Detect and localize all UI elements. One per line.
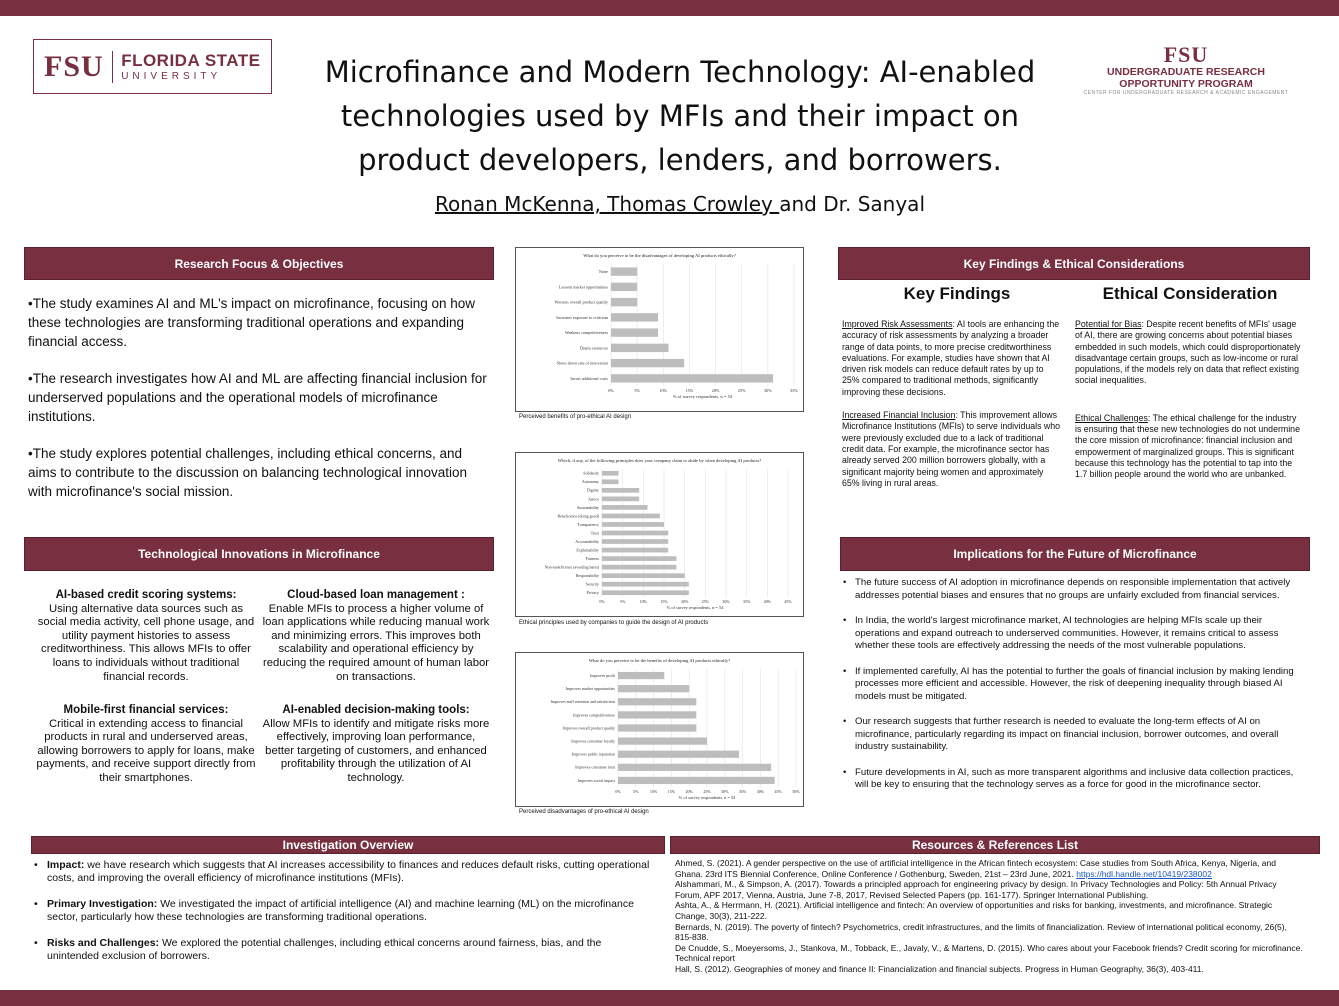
x-tick-label: 5% — [634, 388, 640, 393]
bar — [602, 531, 668, 536]
implications-heading: Implications for the Future of Microfinance — [840, 537, 1310, 571]
category-label: Trust — [590, 530, 599, 536]
top-banner — [0, 0, 1339, 16]
implications-list — [841, 577, 1307, 805]
x-tick-label: 35% — [738, 789, 747, 794]
finding-label: Improved Risk Assessments — [842, 319, 953, 329]
research-body — [28, 294, 494, 519]
category-label: Drains resources — [579, 345, 608, 351]
bar — [602, 556, 676, 561]
x-tick-label: 10% — [639, 599, 648, 604]
urop-logo-mark: FSU — [1163, 42, 1209, 67]
investigation-item — [30, 859, 650, 885]
chart-disadvantages — [515, 247, 804, 412]
category-label: Worsens overall product quality — [554, 299, 608, 305]
x-axis-label: % of survey respondents, n = 54 — [678, 795, 736, 800]
fsu-logo-mark: FSU — [44, 49, 104, 83]
innovation-text: Critical in extending access to financial products in rural and underserved areas, allowing borrowers to apply for loans, make payments, and receive support directly from their smartphones. — [36, 717, 256, 784]
reference-item — [675, 858, 1305, 879]
x-tick-label: 35% — [742, 599, 751, 604]
ethical-label: Ethical Challenges — [1075, 412, 1148, 423]
chart-caption: Perceived disadvantages of pro-ethical AI design — [519, 809, 649, 815]
research-paragraph: •The study examines AI and ML's impact on microfinance, focusing on how these technologies are transforming traditional operations and expanding financial access. — [28, 296, 476, 349]
bar — [602, 479, 619, 484]
bar — [611, 374, 773, 382]
chart-svg — [516, 453, 803, 616]
category-label: Dignity — [586, 487, 599, 493]
x-tick-label: 45% — [784, 599, 792, 604]
investigation-text: We explored the potential challenges, including ethical concerns around fairness, bias, and the unintended exclusion of borrowers. — [47, 937, 602, 962]
investigation-item — [30, 937, 650, 963]
innovation-item — [262, 704, 490, 786]
x-tick-label: 20% — [711, 388, 720, 393]
category-label: Beneficence (doing good) — [557, 513, 599, 519]
x-tick-label: 10% — [659, 388, 668, 393]
bar — [618, 738, 707, 745]
ethical-text: : Despite recent benefits of MFIs' usage of AI, there are growing concerns about potential biases embedded in such models, which could disproportionately disadvantage certain groups, such as low-income or rural populations, if the models rely on data that reflect existing social inequalities. — [1075, 319, 1301, 386]
x-tick-label: 25% — [703, 789, 711, 794]
innovation-title: AI-based credit scoring systems: — [55, 589, 237, 601]
research-paragraph: •The study explores potential challenges, including ethical concerns, and aims to contribute to the discussion on balancing technological innovation with microfinance's social mission. — [28, 446, 468, 499]
reference-link[interactable]: https://hdl.handle.net/10419/238002 — [1076, 868, 1212, 879]
fsu-logo — [33, 39, 272, 94]
category-label: Improves consumer trust — [575, 764, 615, 770]
research-paragraph: •The research investigates how AI and ML are affecting financial inclusion for underserved populations and the operational models of microfinance institutions. — [28, 371, 487, 424]
x-tick-label: 35% — [790, 388, 798, 393]
authors-advisor: and Dr. Sanyal — [779, 192, 925, 216]
urop-logo — [1080, 44, 1292, 96]
category-label: Increases exposure to criticism — [556, 314, 608, 320]
category-label: Improves market opportunities — [565, 686, 615, 692]
category-label: Justice — [588, 496, 599, 502]
implication-item: • Our research suggests that further research is needed to evaluate the long-term effects of AI on microfinance, particularly regarding its impact on financial inclusion, borrower outcomes, and overall industry sustainability. — [841, 716, 1307, 754]
finding-paragraph — [842, 319, 1062, 398]
ethical-subheading: Ethical Consideration — [1102, 284, 1278, 303]
reference-item: Ashta, A., & Herrmann, H. (2021). Artificial intelligence and fintech: An overview of opportunities and risks for banking, investments, and microfinance. Strategic Change, 30(3), 211-222. — [675, 900, 1273, 921]
ethical-paragraph — [1075, 413, 1305, 481]
x-tick-label: 20% — [685, 789, 693, 794]
bar — [602, 573, 685, 578]
ethical-label: Potential for Bias — [1075, 319, 1142, 329]
bar — [618, 672, 664, 679]
investigation-text: we have research which suggests that AI increases accessibility to finances and reduces default risks, cutting operational costs, and improving the overall efficiency of microfinance institutions (MFIs). — [47, 859, 650, 884]
category-label: Slows down rate of innovation — [556, 360, 608, 366]
chart-title: Which, if any, of the following principles does your company claim to abide by when developing AI products? — [557, 458, 762, 463]
bar — [618, 751, 739, 758]
category-label: Improves profit — [590, 672, 615, 678]
x-tick-label: 45% — [774, 789, 782, 794]
bar — [611, 344, 669, 352]
x-tick-label: 25% — [701, 599, 710, 604]
category-label: Security — [585, 581, 599, 587]
category-label: Privacy — [586, 590, 599, 596]
x-tick-label: 0% — [615, 789, 621, 794]
x-tick-label: 10% — [649, 789, 658, 794]
category-label: Improves staff retention and satisfaction — [550, 699, 615, 705]
references-heading: Resources & References List — [670, 836, 1320, 854]
x-tick-label: 15% — [685, 388, 694, 393]
innovation-title: Cloud-based loan management : — [287, 589, 465, 601]
finding-label: Increased Financial Inclusion — [842, 410, 956, 421]
bar — [618, 777, 775, 784]
chart-benefits — [515, 652, 804, 807]
research-heading: Research Focus & Objectives — [24, 247, 494, 280]
investigation-heading: Investigation Overview — [31, 836, 665, 854]
bar — [602, 539, 668, 544]
implication-item: • In India, the world's largest microfinance market, AI technologies are helping MFIs scale up their operations and expand outreach to underserved communities. However, it remains critical to assess whether these tools are effectively addressing the needs of the most vulnerable populations. — [841, 615, 1307, 653]
bar — [611, 283, 637, 291]
category-label: Improves social impact — [577, 777, 615, 783]
category-label: Autonomy — [581, 479, 599, 485]
bar — [602, 582, 689, 587]
x-tick-label: 0% — [608, 388, 614, 393]
x-tick-label: 30% — [764, 388, 772, 393]
implication-item: • The future success of AI adoption in microfinance depends on responsible implementation that actively addresses potential biases and ensures that no groups are unfairly excluded from financial services. — [841, 577, 1307, 602]
chart-caption: Ethical principles used by companies to guide the design of AI products — [519, 620, 709, 626]
reference-item: De Cnudde, S., Moeyersoms, J., Stankova, M., Tobback, E., Javaly, V., & Martens, D. (2015). Who cares about your Facebook friends? Credit scoring for microfinance. Technical report — [675, 942, 1303, 964]
category-label: Non-maleficence (avoiding harm) — [544, 564, 599, 570]
reference-item: Hall, S. (2012). Geographies of money and finance II: Financialization and financial subjects. Progress in Human Geography, 36(3), 403-411. — [675, 963, 1204, 974]
x-tick-label: 5% — [619, 599, 626, 604]
category-label: Weakens competitiveness — [564, 330, 608, 336]
chart-title: What do you perceive to be the disadvantages of developing AI products ethically? — [583, 253, 736, 258]
urop-line1: UNDERGRADUATE RESEARCH — [1107, 66, 1265, 78]
x-axis-label: % of survey respondents, n = 54 — [666, 605, 724, 610]
category-label: Responsibility — [575, 573, 599, 579]
category-label: Explainability — [576, 547, 599, 553]
bar — [611, 359, 684, 367]
ethical-column — [1075, 319, 1305, 493]
category-label: Sustainability — [577, 504, 599, 510]
bar — [602, 522, 664, 527]
bar — [611, 313, 658, 321]
category-label: Fairness — [585, 556, 599, 561]
category-label: Incurs additional costs — [570, 375, 608, 381]
x-tick-label: 15% — [660, 599, 668, 604]
chart-svg — [516, 248, 803, 411]
investigation-item — [30, 898, 650, 924]
bar — [602, 514, 660, 519]
x-tick-label: 30% — [721, 789, 729, 794]
logo-name-line2: UNIVERSITY — [121, 71, 222, 82]
bottom-banner — [0, 990, 1339, 1006]
key-findings-subheading: Key Findings — [903, 284, 1011, 303]
key-findings-heading: Key Findings & Ethical Considerations — [838, 247, 1310, 280]
bar — [611, 298, 637, 306]
chart-caption: Perceived benefits of pro-ethical AI design — [519, 414, 632, 420]
ethical-paragraph — [1075, 319, 1305, 387]
category-label: Improves consumer loyalty — [571, 738, 615, 744]
bar — [602, 590, 689, 595]
investigation-label: Impact: — [47, 859, 85, 871]
bar — [618, 724, 696, 731]
category-label: Lessens market opportunities — [558, 284, 608, 290]
finding-text: : This improvement allows Microfinance Institutions (MFIs) to serve individuals who were previously excluded due to a lack of traditional credit data. For example, the microfinance sector has already served 200 million borrowers globally, with a significant majority being women and approximately 65% living in rural areas. — [842, 410, 1061, 488]
investigation-text: We investigated the impact of artificial intelligence (AI) and machine learning (ML) on the microfinance sector, particularly how these technologies are transforming traditional operations. — [47, 898, 634, 923]
bar — [602, 471, 619, 476]
innovation-title: Mobile-first financial services: — [63, 704, 229, 716]
bar — [618, 698, 696, 705]
bar — [602, 488, 639, 493]
category-label: Accountability — [575, 538, 599, 544]
innovation-text: Using alternative data sources such as social media activity, cell phone usage, and utility payment histories to assess creditworthiness. This allows MFIs to offer loans to individuals without traditional financial records. — [37, 602, 255, 683]
implication-item: • If implemented carefully, AI has the potential to further the goals of financial inclusion by making lending processes more efficient and accessible. However, the risk of deepening inequality through biased AI models must be mitigated. — [841, 666, 1307, 704]
x-tick-label: 5% — [633, 789, 639, 794]
bar — [611, 267, 637, 275]
finding-paragraph — [842, 410, 1062, 489]
reference-item: Bernards, N. (2019). The poverty of fintech? Psychometrics, credit infrastructures, and the limits of financialization. Review of international political economy, 26(5), 815-838. — [675, 921, 1287, 943]
urop-line3: CENTER FOR UNDERGRADUATE RESEARCH & ACADEMIC ENGAGEMENT — [1083, 90, 1289, 96]
chart-principles — [515, 452, 804, 617]
references-list — [675, 858, 1305, 975]
x-tick-label: 50% — [792, 789, 800, 794]
innovation-item — [262, 589, 490, 684]
title-line-1: Microfinance and Modern Technology: AI-enabled — [324, 55, 1036, 89]
category-label: None — [598, 269, 608, 275]
reference-item: Alshammari, M., & Simpson, A. (2017). Towards a principled approach for engineering privacy by design. In Privacy Technologies and Policy: 5th Annual Privacy Forum, APF 2017, Vienna, Austria, June 7-8, 2017, Revised Selected Papers (pp. 161-177). Springer International Publishing. — [675, 879, 1277, 900]
category-label: Improves competitiveness — [573, 712, 615, 718]
implication-item: • Future developments in AI, such as more transparent algorithms and inclusive data collection practices, will be key to ensuring that the technology serves as a force for good in the microfinance sector. — [841, 767, 1307, 792]
investigation-label: Primary Investigation: — [47, 898, 158, 910]
x-tick-label: 40% — [763, 599, 772, 604]
bar — [602, 497, 639, 502]
urop-line2: OPPORTUNITY PROGRAM — [1119, 78, 1253, 90]
bar — [602, 565, 676, 570]
bar — [618, 764, 771, 771]
finding-text: : AI tools are enhancing the accuracy of risk assessments by analyzing a broader range of data points, to more precise creditworthiness evaluations. For example, studies have shown that AI driven risk models can reduce default rates by up to 25% compared to traditional methods, significantly improving these decisions. — [842, 319, 1060, 397]
category-label: Solidarity — [583, 470, 599, 476]
category-label: Improves public reputation — [571, 751, 615, 757]
category-label: Transparency — [577, 521, 599, 527]
authors-students: Ronan McKenna, Thomas Crowley — [434, 192, 780, 216]
poster-title — [290, 50, 1070, 182]
title-line-3: product developers, lenders, and borrowers. — [358, 143, 1002, 177]
authors — [300, 192, 1060, 216]
innovation-text: Allow MFIs to identify and mitigate risks more effectively, improving loan performance, better targeting of customers, and enhanced profitability through the utilization of AI technology. — [262, 717, 490, 784]
innovation-item — [33, 704, 259, 786]
chart-svg — [516, 653, 803, 806]
bar — [602, 505, 647, 510]
x-tick-label: 0% — [599, 599, 605, 604]
x-tick-label: 20% — [680, 599, 689, 604]
investigation-label: Risks and Challenges: — [47, 937, 160, 949]
logo-divider — [112, 51, 114, 83]
chart-title: What do you perceive to be the benefits of developing AI products ethically? — [588, 658, 731, 663]
x-tick-label: 30% — [722, 599, 730, 604]
bar — [618, 685, 689, 692]
key-findings-column — [842, 319, 1062, 501]
category-label: Improves overall product quality — [562, 725, 615, 731]
innovation-title: AI-enabled decision-making tools: — [282, 704, 470, 716]
reference-text: Ahmed, S. (2021). A gender perspective on the use of artificial intelligence in the African fintech ecosystem: Case studies from South Africa, Kenya, Nigeria, and Ghana. 23rd ITS Biennial Conference, Online Conference / Gothenburg, Sweden, 21st – 23rd June, 2021. — [675, 858, 1276, 879]
x-tick-label: 40% — [756, 789, 765, 794]
bar — [618, 711, 696, 718]
logo-name-line1: FLORIDA STATE — [121, 51, 261, 70]
investigation-list — [30, 859, 650, 976]
innovations-heading: Technological Innovations in Microfinance — [24, 537, 494, 571]
bar — [602, 548, 668, 553]
x-axis-label: % of survey respondents, n = 54 — [672, 394, 733, 399]
x-tick-label: 25% — [737, 388, 746, 393]
innovation-item — [33, 589, 259, 684]
ethical-text: : The ethical challenge for the industry is ensuring that these new technologies do not undermine the core mission of microfinance: financial inclusion and empowerment of marginalized groups. This is significant because this technology has the potential to tap into the 1.7 billion people around the world who are unbanked. — [1075, 412, 1300, 480]
bar — [611, 328, 658, 336]
innovation-text: Enable MFIs to process a higher volume of loan applications while reducing manual work and minimizing errors. This improves both scalability and operational efficiency by reducing the required amount of human labor on transactions. — [262, 602, 490, 683]
x-tick-label: 15% — [667, 789, 676, 794]
title-line-2: technologies used by MFIs and their impact on — [340, 99, 1020, 133]
